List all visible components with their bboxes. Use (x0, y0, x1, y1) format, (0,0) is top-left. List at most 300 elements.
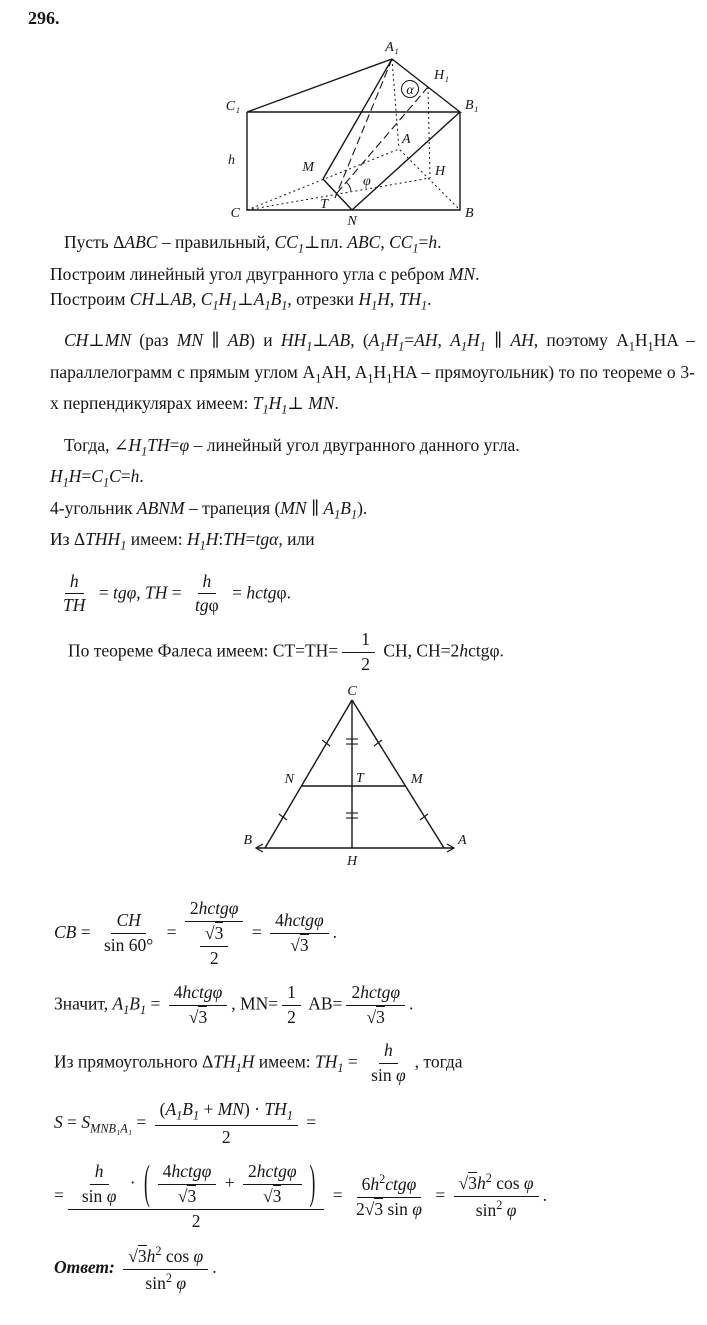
text-run: = (131, 1111, 151, 1132)
text-run: ( (159, 1099, 166, 1120)
text-run: : (218, 529, 224, 549)
text-run: 1 (102, 475, 110, 490)
text-run: , отрезки (287, 288, 359, 309)
numerator (169, 982, 228, 1006)
label-h: H (346, 854, 358, 869)
label-t: T (356, 771, 364, 786)
text-run: 1 (420, 298, 428, 312)
text-run: A (616, 330, 629, 350)
text-run: 3 (214, 922, 224, 943)
text-run: 1 (315, 371, 322, 385)
denominator (342, 653, 375, 676)
text-run: + (199, 1099, 218, 1120)
text-run: √ (290, 935, 300, 956)
numerator (198, 571, 217, 595)
text-run: = (76, 921, 95, 942)
text-run: 1 (367, 371, 374, 385)
text-run: MN (176, 330, 204, 350)
text-run: 1 (176, 1108, 183, 1123)
text-run: A (354, 361, 368, 382)
text-run: S (81, 1111, 91, 1132)
text-run: = (404, 330, 415, 350)
formula-area-setup (54, 1099, 695, 1149)
label-m: M (411, 772, 423, 787)
text-run: √ (366, 1006, 377, 1027)
text-run: TH (398, 288, 421, 309)
denominator (258, 1185, 286, 1208)
text-run: 3 (187, 1185, 197, 1206)
formula-th (54, 571, 695, 618)
text-run: Построим линейный угол двугранного угла с ребром (50, 263, 449, 284)
text-run: B (270, 288, 282, 309)
text-run: CH, CH=2 (378, 640, 460, 661)
text-run: = (81, 466, 92, 486)
text-run: HH (280, 330, 307, 350)
denominator (187, 1210, 206, 1233)
text-run: 2 (165, 1271, 172, 1286)
text-run: ( (143, 1154, 150, 1209)
numerator (155, 1099, 298, 1126)
text-run: S (54, 1111, 63, 1132)
text-run: H (218, 288, 232, 309)
text-run: A (165, 1099, 177, 1120)
text-run: 1 (141, 444, 148, 458)
text-run: 1 (306, 339, 313, 354)
text-run: hctgφ (256, 1160, 297, 1181)
text-run: 2 (287, 1006, 296, 1027)
denominator (58, 594, 90, 617)
text-run: h (94, 1160, 104, 1181)
fraction (68, 1154, 324, 1233)
text-line (50, 433, 695, 465)
text-run: 2 (351, 981, 361, 1002)
text-run (115, 1258, 119, 1278)
text-run: ⊥ (237, 288, 254, 309)
text-run: = (245, 529, 256, 549)
text-run: B (340, 497, 351, 518)
text-run: ctgφ (385, 1174, 417, 1195)
text-run: AH (510, 330, 534, 350)
text-run: H (377, 288, 390, 309)
text-run: 4 (162, 1160, 172, 1181)
text-run: A (253, 288, 265, 309)
text-run: 3 (198, 1006, 208, 1027)
text-run: CH (116, 910, 141, 931)
text-run: = (94, 581, 113, 602)
label-b: B (243, 833, 252, 848)
text-run: A (368, 330, 380, 350)
text-run: 1 (212, 298, 219, 312)
text-line (50, 287, 695, 319)
text-run: √ (263, 1185, 273, 1206)
text-run: φ (523, 1173, 534, 1194)
numerator (200, 923, 228, 947)
fraction (270, 910, 329, 957)
text-run: 1 (398, 339, 405, 354)
text-run: TH (213, 1051, 236, 1072)
text-run: ⊥пл. (303, 232, 348, 252)
text-run: = (247, 921, 267, 942)
formula-a1b1-mn (54, 982, 695, 1029)
text-run: 1 (286, 1108, 293, 1123)
text-run: = (146, 993, 165, 1014)
text-run: φ (193, 1246, 204, 1267)
text-run: 1 (199, 538, 206, 553)
label-b: B (465, 206, 474, 221)
text-run: · (125, 1172, 140, 1193)
label-c: C (230, 206, 240, 221)
fraction (155, 1099, 298, 1149)
label-m: M (302, 160, 314, 175)
text-run: h (428, 232, 438, 252)
text-run: 2 (485, 1171, 492, 1186)
text-run: h (459, 640, 469, 661)
label-n: N (347, 214, 357, 228)
text-run: 1 (235, 1061, 242, 1076)
denominator (99, 934, 158, 957)
text-run: h (69, 570, 79, 591)
text-run: ∥ (485, 330, 511, 350)
text-run: h (202, 570, 212, 591)
text-run: 1 (192, 1108, 200, 1123)
text-run: , (191, 288, 201, 309)
text-run: φ (106, 1185, 117, 1206)
denominator (282, 1006, 301, 1029)
fraction (190, 571, 224, 618)
text-run: AB (328, 330, 351, 350)
text-run: CB (54, 921, 77, 942)
text-run: √ (205, 922, 215, 943)
text-run: = (343, 1051, 363, 1072)
text-run: . (139, 466, 144, 486)
numerator (282, 982, 301, 1006)
text-run: 2 (355, 1199, 365, 1220)
formula-th1 (54, 1040, 695, 1087)
numerator (90, 1161, 109, 1185)
text-run: A (323, 497, 335, 518)
fraction (200, 923, 228, 970)
text-run: ⊥ (312, 330, 329, 350)
text-run: . (437, 232, 442, 252)
text-run: ⊥ (88, 330, 105, 350)
text-run: H (358, 288, 372, 309)
text-line (50, 464, 695, 496)
text-run: φ. (276, 581, 292, 602)
label-phi: φ (363, 174, 371, 189)
text-run: TH (147, 434, 170, 455)
text-run: ) и (249, 330, 281, 350)
denominator (217, 1126, 236, 1149)
text-run: 2 (221, 1126, 231, 1147)
label-n: N (284, 772, 294, 787)
text-line (50, 496, 695, 528)
text-run: 1 (337, 1061, 344, 1076)
label-a1: A₁ (385, 40, 399, 55)
text-run: sin (383, 1199, 413, 1220)
text-run: Тогда, ∠ (64, 434, 129, 455)
text-run: A (302, 361, 316, 382)
denominator (471, 1197, 522, 1222)
text-run: ctgφ. (468, 640, 504, 661)
label-a: A (458, 833, 467, 848)
text-run: 1 (120, 538, 127, 553)
prism-construction-lines (335, 59, 428, 198)
text-run: AB (227, 330, 250, 350)
text-run: AB= (304, 993, 343, 1014)
text-run: THH (85, 529, 121, 549)
label-height-h: h (228, 153, 235, 168)
text-run: – линейный угол двугранного данного угла. (189, 434, 520, 455)
solution-text-1 (0, 230, 707, 676)
text-run: или (282, 529, 315, 549)
text-run: Построим (50, 288, 130, 309)
text-run: 1 (350, 507, 358, 521)
text-run: 2 (209, 947, 219, 968)
denominator (184, 1006, 212, 1029)
text-run: , (389, 288, 399, 309)
text-run: , ( (350, 330, 369, 350)
text-run: B (182, 1099, 193, 1120)
text-run: . (334, 393, 339, 413)
text-run: φ (412, 1199, 422, 1220)
text-run: 1 (62, 475, 69, 490)
text-run: sin (475, 1199, 497, 1220)
denominator (285, 934, 313, 957)
denominator (205, 947, 224, 970)
text-run: √ (364, 1199, 375, 1220)
text-run: = (418, 232, 429, 252)
text-run: 1 (361, 629, 370, 650)
text-run: 2 (361, 654, 370, 675)
text-run: ⊥ (154, 288, 171, 309)
numerator (111, 910, 145, 934)
triangle-labels (243, 686, 467, 869)
fraction (58, 571, 90, 618)
text-run: 2 (191, 1210, 201, 1231)
text-run: 1 (647, 339, 654, 354)
text-run: 1 (379, 339, 386, 354)
text-run: 1 (412, 241, 419, 256)
text-run: 1 (297, 241, 304, 256)
text-run: TH (145, 581, 168, 602)
text-run: . (409, 993, 414, 1014)
solution-text-2 (0, 898, 707, 1295)
text-run: sin 60° (104, 935, 154, 956)
numerator (346, 982, 405, 1006)
text-run: = (227, 581, 247, 602)
denominator (191, 922, 237, 970)
text-run: 1 (264, 298, 271, 312)
text-run: 2 (189, 898, 199, 918)
text-run: 1 (139, 1002, 147, 1017)
label-alpha: α (406, 83, 414, 98)
denominator (173, 1185, 201, 1208)
text-run: 1 (281, 402, 288, 417)
numerator (454, 1171, 539, 1197)
text-run: TH (63, 595, 86, 616)
text-run: H (50, 466, 63, 486)
text-run: φ (208, 595, 219, 616)
numerator (158, 1161, 217, 1185)
text-run: H (241, 1051, 255, 1072)
text-run: H (187, 529, 200, 549)
text-run: √ (458, 1173, 469, 1194)
text-run: = (328, 1184, 347, 1205)
text-run: 1 (386, 371, 393, 385)
text-run: 1 (123, 1002, 130, 1017)
text-run: = (120, 466, 131, 486)
formula-area-result (54, 1154, 695, 1233)
problem-number: 296. (28, 8, 60, 28)
text-paragraph (50, 328, 695, 423)
text-run: H (385, 330, 399, 350)
text-run: CH (129, 288, 155, 309)
text-run: 3 (376, 1006, 385, 1027)
text-run: φ (506, 1199, 517, 1220)
text-run: 2 (496, 1198, 503, 1213)
text-run: 1 (479, 339, 486, 354)
label-h: H (435, 164, 446, 179)
text-run: = (167, 581, 187, 602)
text-run: , (380, 232, 390, 252)
text-run: H (268, 393, 282, 413)
denominator (77, 1185, 122, 1208)
text-run: MN (448, 263, 476, 284)
text-run: h (384, 1040, 393, 1061)
text-run: , поэтому (533, 330, 617, 350)
prism-figure (202, 32, 502, 228)
text-run: C (91, 466, 103, 486)
text-run: ). (357, 497, 368, 518)
text-run: . (542, 1184, 547, 1205)
text-run: По теореме Фалеса имеем: CT=TH= (68, 640, 339, 661)
text-run: 2 (247, 1160, 257, 1181)
text-run: MN (217, 1099, 244, 1120)
text-run: , (437, 330, 451, 350)
fraction (243, 1161, 302, 1208)
label-a: A (402, 132, 411, 147)
triangle-figure (232, 686, 482, 886)
text-run: √ (128, 1246, 138, 1267)
tick-marks (279, 739, 428, 820)
text-run: AH (414, 330, 438, 350)
text-run: ) · (243, 1099, 265, 1120)
text-run: = (169, 434, 180, 455)
text-run: H (205, 529, 219, 549)
text-run: h (476, 1173, 486, 1194)
answer-line (54, 1244, 695, 1294)
text-run: H (634, 330, 648, 350)
text-run: 3 (468, 1173, 477, 1194)
denominator (362, 1006, 390, 1029)
prism-labels (226, 40, 479, 228)
text-run: φ (179, 434, 190, 455)
text-run: H (68, 466, 82, 486)
text-run: TH (315, 1051, 338, 1072)
text-run: AH, (321, 361, 355, 382)
text-run: 2 (155, 1244, 162, 1259)
fraction (454, 1171, 539, 1221)
text-run: hctgφ (171, 1160, 212, 1181)
denominator (190, 594, 224, 617)
text-run: B (129, 993, 140, 1014)
text-run: T (252, 393, 263, 413)
text-run: = (54, 1184, 64, 1205)
text-run: MN (308, 393, 335, 413)
numerator (185, 898, 244, 922)
text-run: tg (195, 595, 209, 616)
text-run: . (212, 1257, 217, 1278)
fraction (99, 910, 158, 957)
prism-solid-edges (247, 59, 460, 210)
fraction (158, 1161, 217, 1208)
text-line (50, 527, 695, 559)
text-run: = (62, 1111, 82, 1132)
text-run: H (466, 330, 480, 350)
text-run: имеем: (254, 1051, 316, 1072)
numerator (379, 1040, 398, 1064)
numerator (243, 1161, 302, 1185)
text-run: φ (176, 1272, 187, 1293)
text-run: tgφ (113, 581, 137, 602)
text-run: , тогда (414, 1051, 463, 1072)
label-c: C (347, 686, 357, 699)
text-run: Из прямоугольного Δ (54, 1051, 214, 1072)
text-run: A (112, 993, 124, 1014)
text-run: , MN= (231, 993, 279, 1014)
text-run: sin (81, 1185, 107, 1206)
text-run: φ (395, 1065, 406, 1086)
text-run: h (370, 1174, 380, 1195)
text-run: 1 (262, 402, 269, 417)
thales-line (54, 629, 695, 676)
text-run: , (136, 581, 146, 602)
text-run: ∥ (306, 497, 324, 518)
text-line (50, 230, 695, 262)
text-run: ∥ (203, 330, 228, 350)
fraction (346, 982, 405, 1029)
text-run: . (427, 288, 432, 309)
text-run: имеем: (126, 529, 187, 549)
text-run: TH (223, 529, 246, 549)
text-run: 4 (173, 981, 183, 1002)
text-run: HA – параллелограмм с прямым углом (50, 330, 696, 382)
text-run: ⊥ (287, 393, 309, 413)
fraction (342, 629, 375, 676)
text-run: 3 (374, 1199, 384, 1220)
text-run: AB (170, 288, 192, 309)
text-run: √ (177, 1185, 188, 1206)
text-run: MNB₁A₁ (90, 1121, 132, 1136)
text-run: tgα, (255, 529, 283, 549)
text-run: 1 (281, 298, 288, 312)
text-run: – правильный, (157, 232, 275, 252)
numerator (68, 1154, 324, 1210)
label-h1: H₁ (434, 68, 449, 83)
fraction (77, 1161, 122, 1208)
text-run: ) (309, 1154, 316, 1209)
prism-hidden-edges (247, 59, 460, 210)
fraction (366, 1040, 411, 1087)
text-run: ABC (124, 232, 158, 252)
text-run: + (220, 1172, 239, 1193)
text-run: Значит, (54, 993, 113, 1014)
text-run: MN (104, 330, 132, 350)
text-run: cos (491, 1173, 524, 1194)
denominator (366, 1064, 411, 1087)
numerator (123, 1244, 208, 1270)
text-run: 1 (231, 298, 238, 312)
